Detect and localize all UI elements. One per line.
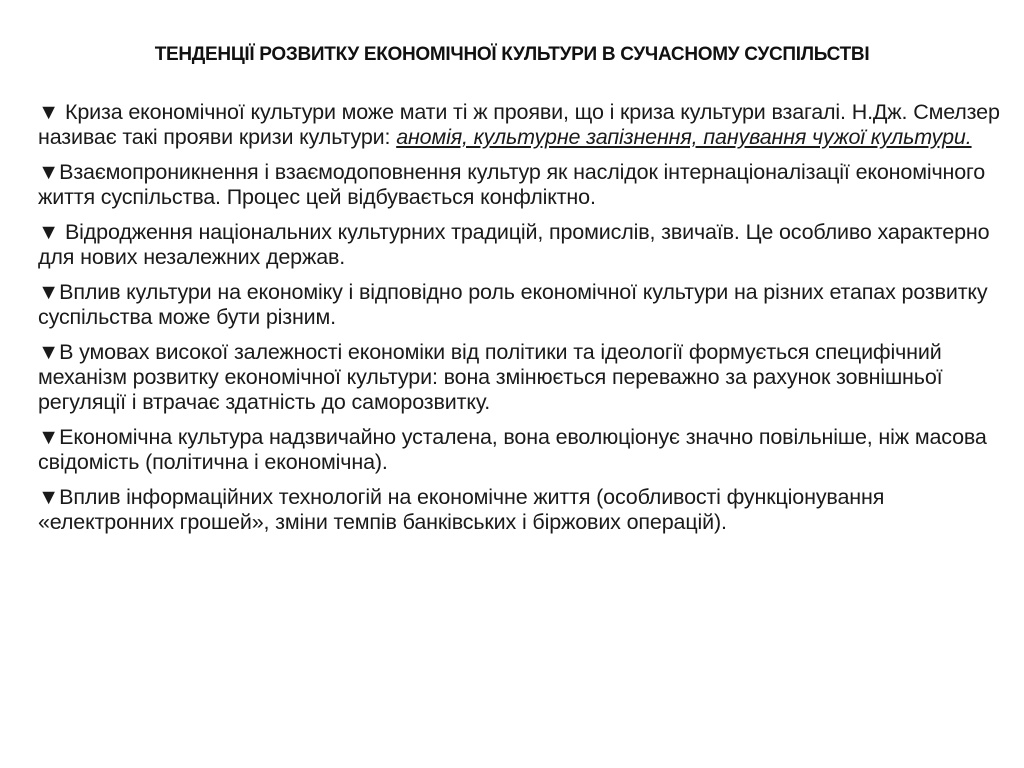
- triangle-bullet-icon: ▼: [38, 160, 60, 184]
- paragraph-influence: [38, 280, 1000, 330]
- paragraph-stability: [38, 425, 1000, 475]
- triangle-bullet-icon: ▼: [38, 100, 60, 124]
- paragraph-crisis-lead: Криза економічної культури може мати ті ж прояви, що і криза культури взагалі. Н.Дж. Смелзер називає такі прояви кризи культури:: [38, 100, 1000, 149]
- paragraph-dependence: [38, 340, 1000, 415]
- triangle-bullet-icon: ▼: [38, 485, 60, 509]
- paragraph-influence-text: Вплив культури на економіку і відповідно роль економічної культури на різних етапах розвитку суспільства може бути різним.: [38, 280, 988, 329]
- paragraph-revival: [38, 220, 1000, 270]
- paragraph-technology: [38, 485, 1000, 535]
- triangle-bullet-icon: ▼: [38, 220, 60, 244]
- paragraph-revival-text: Відродження національних культурних традицій, промислів, звичаїв. Це особливо характерно для нових незалежних держав.: [38, 220, 990, 269]
- triangle-bullet-icon: ▼: [38, 340, 60, 364]
- paragraph-crisis-emphasis: аномія, культурне запізнення, панування чужої культури.: [396, 125, 972, 149]
- paragraph-crisis: [38, 100, 1000, 150]
- paragraph-stability-text: Економічна культура надзвичайно усталена, вона еволюціонує значно повільніше, ніж масова свідомість (політична і економічна).: [38, 425, 987, 474]
- paragraph-dependence-text: В умовах високої залежності економіки від політики та ідеології формується специфічний механізм розвитку економічної культури: вона змінюється переважно за рахунок зовнішньої регуляції і втрачає здатність до саморозвитку.: [38, 340, 943, 414]
- paragraph-technology-text: Вплив інформаційних технологій на економічне життя (особливості функціонування «електронних грошей», зміни темпів банківських і біржових операцій).: [38, 485, 885, 534]
- paragraph-interpenetration: [38, 160, 1000, 210]
- slide-title: ТЕНДЕНЦІЇ РОЗВИТКУ ЕКОНОМІЧНОЇ КУЛЬТУРИ В СУЧАСНОМУ СУСПІЛЬСТВІ: [154, 44, 870, 65]
- triangle-bullet-icon: ▼: [38, 280, 60, 304]
- paragraph-interpenetration-text: Взаємопроникнення і взаємодоповнення культур як наслідок інтернаціоналізації економічного життя суспільства. Процес цей відбувається конфліктно.: [38, 160, 986, 209]
- triangle-bullet-icon: ▼: [38, 425, 60, 449]
- slide-content: [38, 100, 1000, 545]
